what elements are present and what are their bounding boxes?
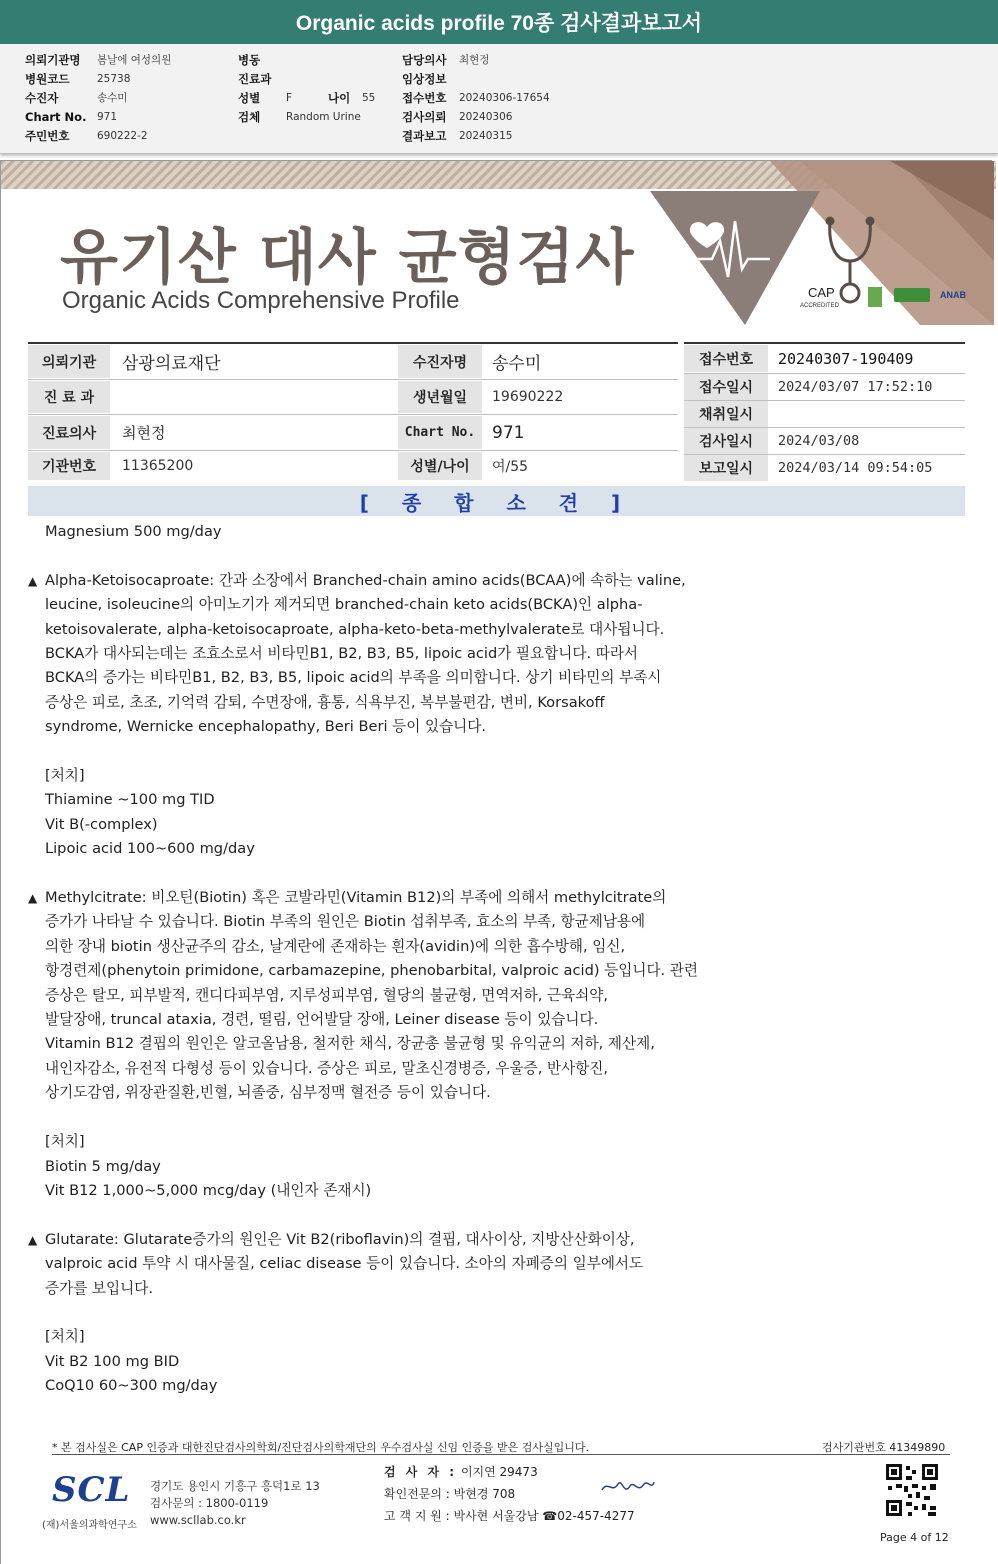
info-label: 나이 xyxy=(328,90,351,105)
info-value: 송수미 xyxy=(97,92,128,104)
report-info-panel xyxy=(0,44,998,154)
label-receipt-number: 접수번호 xyxy=(684,345,768,372)
info-label: Chart No. xyxy=(25,109,87,124)
label-chart-no: Chart No. xyxy=(398,416,482,449)
info-label: 수진자 xyxy=(25,90,59,105)
finding-line: 발달장애, truncal ataxia, 경련, 떨림, 언어발달 장애, Leiner disease 등이 있습니다. xyxy=(45,1011,599,1029)
label-test-date: 검사일시 xyxy=(684,428,768,454)
info-label: 담당의사 xyxy=(402,52,447,67)
report-info-middle xyxy=(238,50,375,126)
cap-logo-sub: ACCREDITED xyxy=(800,303,840,309)
finding-line: 의한 장내 biotin 생산균주의 감소, 날계란에 존재하는 흰자(avidin)에 의한 흡수방해, 임신, xyxy=(45,937,626,955)
report-info-left xyxy=(25,50,171,145)
info-value: 20240306-17654 xyxy=(459,91,550,104)
confirm-label: 확인전문의 : xyxy=(384,1487,450,1501)
finding-line: Methylcitrate: 비오틴(Biotin) 혹은 코발라민(Vitamin B12)의 부족에 의해서 methylcitrate의 xyxy=(45,889,667,907)
finding-line: 증상은 탈모, 피부발적, 캔디다피부염, 지루성피부염, 혈당의 불균형, 면역저하, 근육쇠약, xyxy=(45,986,609,1004)
value-department xyxy=(114,381,394,413)
table-top-border-right xyxy=(684,342,965,344)
info-value: 25738 xyxy=(97,72,131,85)
finding-line: 내인자감소, 유전적 다형성 등이 있습니다. 증상은 피로, 말초신경병증, 우울증, 반사항진, xyxy=(45,1059,609,1077)
finding-methylcitrate xyxy=(28,886,778,1203)
summary-intro: Magnesium 500 mg/day xyxy=(45,523,222,540)
triangle-bullet-icon: ▲ xyxy=(28,573,38,588)
finding-line: valproic acid 투약 시 대사물질, celiac disease 등이 있습니다. 소아의 자폐증의 일부에서도 xyxy=(45,1255,644,1273)
info-label: 진료과 xyxy=(238,71,272,86)
finding-alpha-ketoisocaproate xyxy=(28,569,778,862)
treatment-item: Biotin 5 mg/day xyxy=(45,1157,161,1175)
finding-line: 항경련제(phenytoin primidone, carbamazepine, phenobarbital, valproic acid) 등입니다. 관련 xyxy=(45,962,699,980)
treatment-item: Vit B(-complex) xyxy=(45,815,158,833)
patient-info-table xyxy=(28,342,965,482)
banner-title-korean: 유기산 대사 균형검사 xyxy=(60,223,635,293)
row-divider xyxy=(28,414,678,415)
finding-line: Alpha-Ketoisocaproate: 간과 소장에서 Branched-chain amino acids(BCAA)에 속하는 valine, xyxy=(45,571,686,589)
value-sex-age: 여/55 xyxy=(484,452,678,480)
finding-line: ketoisovalerate, alpha-ketoisocaproate, alpha-keto-beta-methylvalerate로 대사됩니다. xyxy=(45,620,665,638)
summary-content xyxy=(28,520,778,1399)
value-receipt-number: 20240307-190409 xyxy=(770,345,965,372)
report-title: Organic acids profile 70종 검사결과보고서 xyxy=(0,0,998,44)
value-test-date: 2024/03/08 xyxy=(770,428,965,454)
info-value: 55 xyxy=(362,91,376,104)
value-patient-name: 송수미 xyxy=(484,345,678,378)
scl-logo-text: SCL xyxy=(52,1470,131,1510)
info-label: 주민번호 xyxy=(25,128,70,143)
finding-line: BCKA의 증가는 비타민B1, B2, B3, B5, lipoic acid의 부족을 의미합니다. 상기 비타민의 부족시 xyxy=(45,669,662,687)
info-value: 690222-2 xyxy=(97,129,148,142)
lab-address: 경기도 용인시 기흥구 흥덕1로 13 xyxy=(150,1479,320,1493)
info-label: 결과보고 xyxy=(402,128,447,143)
triangle-bullet-icon: ▲ xyxy=(28,891,38,906)
label-receipt-time: 접수일시 xyxy=(684,374,768,400)
anab-logo-text: ANAB xyxy=(940,290,966,300)
page-number: Page 4 of 12 xyxy=(880,1531,949,1544)
lab-website[interactable]: www.scllab.co.kr xyxy=(150,1513,246,1527)
confirm-name: 박현경 708 xyxy=(453,1487,516,1501)
finding-glutarate xyxy=(28,1228,778,1399)
value-collection-time xyxy=(770,401,965,427)
banner-graphic xyxy=(650,161,994,325)
summary-title: [ 종 합 소 견 ] xyxy=(359,490,634,515)
row-divider xyxy=(28,450,678,451)
value-receipt-time: 2024/03/07 17:52:10 xyxy=(770,374,965,400)
treatment-title: [처치] xyxy=(45,767,85,785)
value-physician: 최현정 xyxy=(114,416,394,449)
treatment-title: [처치] xyxy=(45,1328,85,1346)
label-birthdate: 생년월일 xyxy=(398,381,482,413)
qr-code-icon xyxy=(884,1462,940,1518)
row-divider xyxy=(28,379,678,380)
finding-line: Vitamin B12 결핍의 원인은 알코올남용, 철저한 채식, 장균총 불균형 및 유익균의 저하, 제산제, xyxy=(45,1035,655,1053)
kola-logo xyxy=(894,288,930,302)
finding-line: leucine, isoleucine의 아미노기가 제거되면 branched-chain keto acids(BCKA)인 alpha- xyxy=(45,596,643,614)
finding-line: BCKA가 대사되는데는 조효소로서 비타민B1, B2, B3, B5, lipoic acid가 필요합니다. 따라서 xyxy=(45,645,639,663)
info-label: 임상정보 xyxy=(402,71,447,86)
footer-divider xyxy=(52,1454,950,1455)
value-report-time: 2024/03/14 09:54:05 xyxy=(770,455,965,481)
info-value: 20240315 xyxy=(459,129,513,142)
label-org-number: 기관번호 xyxy=(28,452,110,480)
value-chart-no: 971 xyxy=(484,416,678,449)
label-department: 진 료 과 xyxy=(28,381,110,413)
info-label: 검사의뢰 xyxy=(402,109,447,124)
accreditation-note: * 본 검사실은 CAP 인증과 대한진단검사의학회/진단검사의학재단의 우수검사실 신임 인증을 받은 검사실입니다. xyxy=(52,1441,590,1454)
tester-name: 이지연 29473 xyxy=(460,1465,538,1479)
info-value: 봄날에 여성의원 xyxy=(97,54,172,66)
finding-line: 상기도감염, 위장관질환,빈혈, 뇌졸중, 심부정맥 혈전증 등이 있습니다. xyxy=(45,1084,491,1102)
lab-code: 검사기관번호 41349890 xyxy=(822,1441,946,1454)
label-patient-name: 수진자명 xyxy=(398,345,482,378)
label-physician: 진료의사 xyxy=(28,416,110,449)
table-top-border xyxy=(28,342,678,344)
treatment-item: Vit B2 100 mg BID xyxy=(45,1352,180,1370)
label-sex-age: 성별/나이 xyxy=(398,452,482,480)
support-contact: 박사현 서울강남 ☎02-457-4277 xyxy=(453,1509,635,1523)
info-label: 성별 xyxy=(238,90,261,105)
info-value: Random Urine xyxy=(286,110,361,123)
treatment-item: Vit B12 1,000~5,000 mcg/day (내인자 존재시) xyxy=(45,1181,372,1199)
finding-line: 증가가 나타날 수 있습니다. Biotin 부족의 원인은 Biotin 섭취부족, 효소의 부족, 항균제남용에 xyxy=(45,913,646,931)
label-collection-time: 채취일시 xyxy=(684,401,768,427)
label-report-time: 보고일시 xyxy=(684,455,768,481)
value-institution: 삼광의료재단 xyxy=(114,345,394,378)
value-org-number: 11365200 xyxy=(114,452,394,480)
label-institution: 의뢰기관 xyxy=(28,345,110,378)
finding-line: 증가를 보입니다. xyxy=(45,1279,153,1297)
summary-heading-bar xyxy=(28,486,965,516)
info-label: 병원코드 xyxy=(25,71,70,86)
signatory-block xyxy=(384,1461,635,1527)
scl-logo xyxy=(52,1470,131,1510)
finding-line: Glutarate: Glutarate증가의 원인은 Vit B2(riboflavin)의 결핍, 대사이상, 지방산산화이상, xyxy=(45,1230,635,1248)
treatment-item: Thiamine ~100 mg TID xyxy=(45,791,215,809)
banner-title-english: Organic Acids Comprehensive Profile xyxy=(62,287,460,314)
finding-line: 증상은 피로, 초조, 기억력 감퇴, 수면장애, 흉통, 식욕부진, 복부불편감, 변비, Korsakoff xyxy=(45,693,605,711)
cap-logo-text: CAP xyxy=(808,285,835,300)
info-value: 20240306 xyxy=(459,110,513,123)
finding-line: syndrome, Wernicke encephalopathy, Beri Beri 등이 있습니다. xyxy=(45,718,486,736)
scl-logo-subtitle: (재)서울의과학연구소 xyxy=(42,1520,137,1531)
info-value: 최현정 xyxy=(459,54,490,66)
lab-address-block xyxy=(150,1478,320,1529)
info-label: 의뢰기관명 xyxy=(25,52,81,67)
triangle-bullet-icon: ▲ xyxy=(28,1232,38,1247)
info-value: 971 xyxy=(97,110,118,123)
report-info-right xyxy=(402,50,550,145)
signature-icon xyxy=(600,1476,656,1500)
info-label: 접수번호 xyxy=(402,90,447,105)
info-label: 검체 xyxy=(238,109,261,124)
lab-phone: 검사문의 : 1800-0119 xyxy=(150,1496,269,1510)
info-value: F xyxy=(286,91,293,104)
banner-triangle-left xyxy=(650,191,820,325)
support-label: 고 객 지 원 : xyxy=(384,1509,450,1523)
info-label: 병동 xyxy=(238,52,261,67)
lm-logo xyxy=(868,287,882,307)
treatment-item: Lipoic acid 100~600 mg/day xyxy=(45,840,255,858)
tester-label: 검 사 자 : xyxy=(384,1465,458,1479)
treatment-item: CoQ10 60~300 mg/day xyxy=(45,1377,218,1395)
value-birthdate: 19690222 xyxy=(484,381,678,413)
treatment-title: [처치] xyxy=(45,1133,85,1151)
